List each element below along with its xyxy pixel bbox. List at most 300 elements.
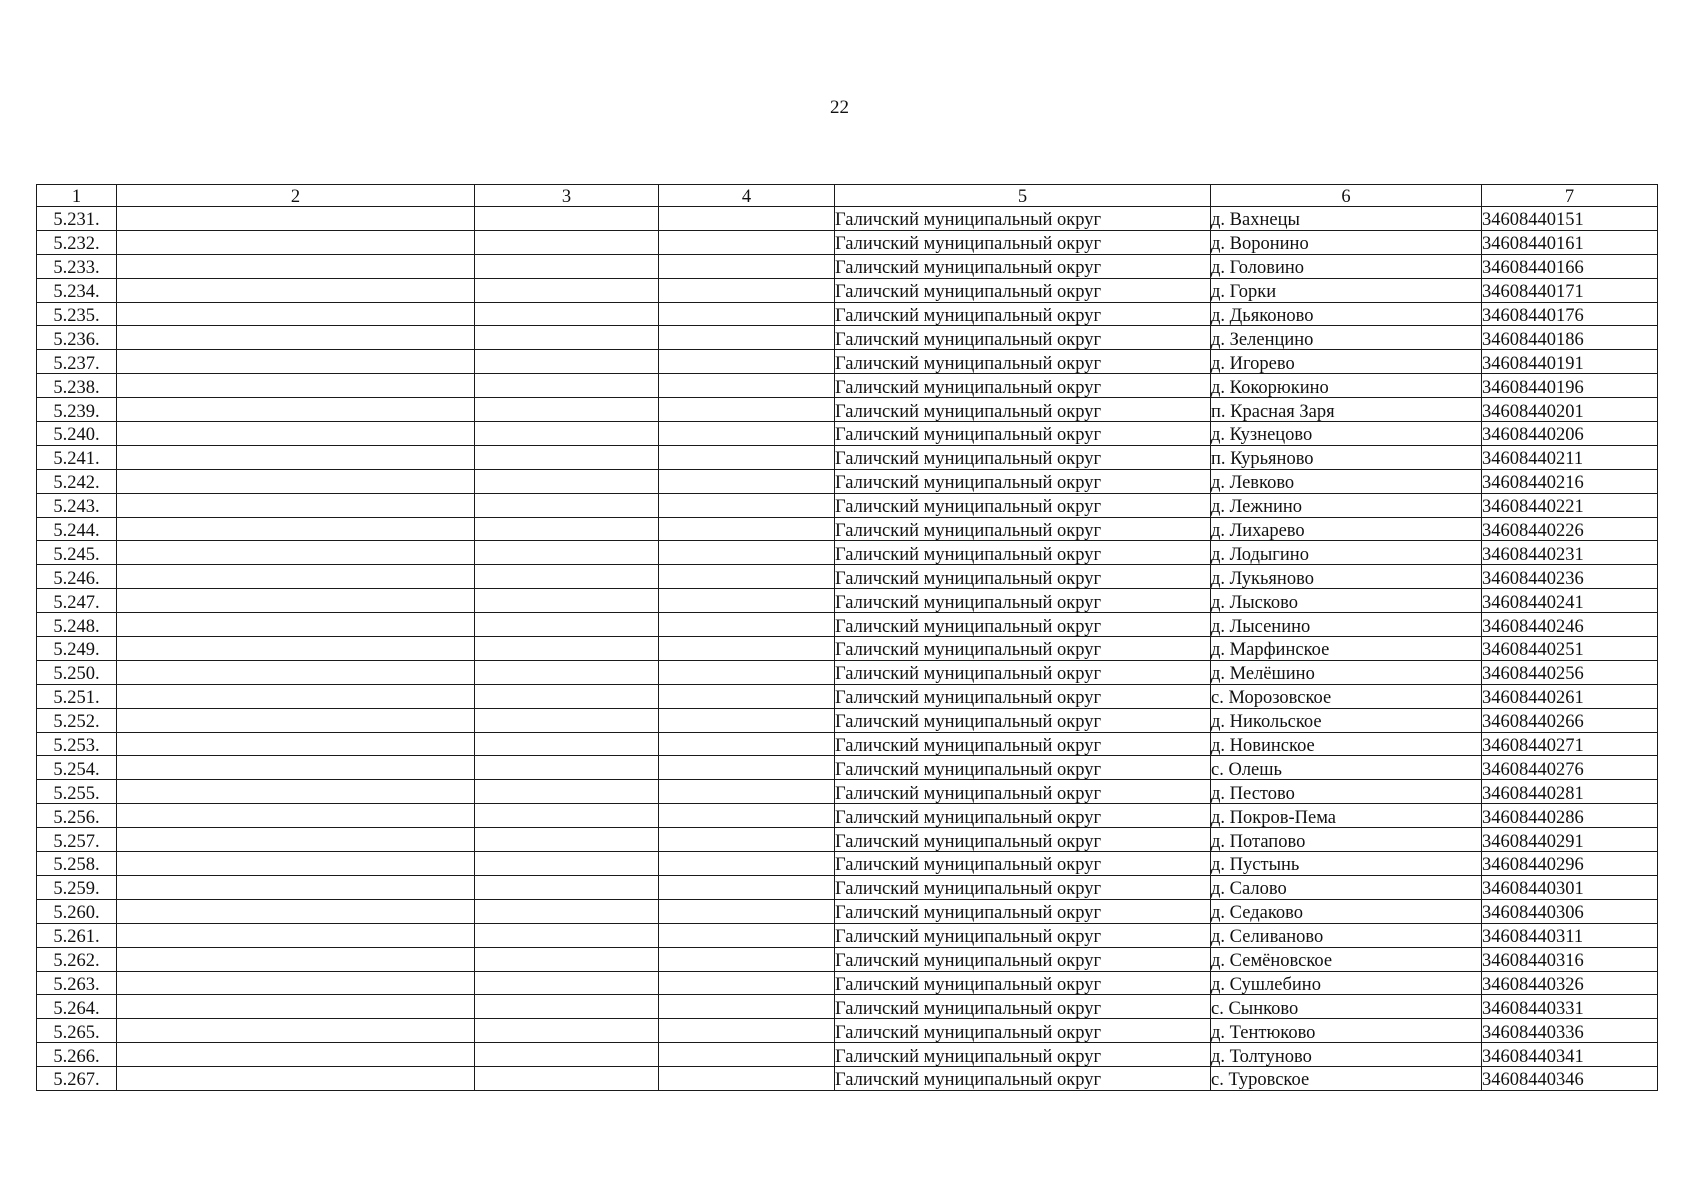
column-3-cell <box>475 708 659 732</box>
settlement-cell: д. Головино <box>1211 254 1482 278</box>
column-3-cell <box>475 398 659 422</box>
district-cell: Галичский муниципальный округ <box>835 589 1211 613</box>
oktmo-code-cell: 34608440311 <box>1482 923 1658 947</box>
column-2-cell <box>117 684 475 708</box>
row-number-cell: 5.252. <box>37 708 117 732</box>
row-number-cell: 5.260. <box>37 899 117 923</box>
table-row <box>37 1067 1658 1091</box>
table-row <box>37 398 1658 422</box>
table-row <box>37 995 1658 1019</box>
district-cell: Галичский муниципальный округ <box>835 350 1211 374</box>
column-2-cell <box>117 828 475 852</box>
district-cell: Галичский муниципальный округ <box>835 1019 1211 1043</box>
row-number-cell: 5.247. <box>37 589 117 613</box>
column-2-cell <box>117 995 475 1019</box>
column-4-cell <box>659 1067 835 1091</box>
column-4-cell <box>659 923 835 947</box>
row-number-cell: 5.234. <box>37 278 117 302</box>
column-3-cell <box>475 374 659 398</box>
oktmo-code-cell: 34608440331 <box>1482 995 1658 1019</box>
column-4-cell <box>659 875 835 899</box>
column-3-cell <box>475 756 659 780</box>
column-4-cell <box>659 445 835 469</box>
district-cell: Галичский муниципальный округ <box>835 852 1211 876</box>
district-cell: Галичский муниципальный округ <box>835 828 1211 852</box>
oktmo-code-cell: 34608440261 <box>1482 684 1658 708</box>
column-3-cell <box>475 541 659 565</box>
column-2-cell <box>117 1019 475 1043</box>
column-4-cell <box>659 254 835 278</box>
oktmo-code-cell: 34608440151 <box>1482 207 1658 231</box>
column-4-cell <box>659 517 835 541</box>
row-number-cell: 5.265. <box>37 1019 117 1043</box>
table-row <box>37 660 1658 684</box>
column-4-cell <box>659 852 835 876</box>
column-3-cell <box>475 469 659 493</box>
settlement-cell: д. Дьяконово <box>1211 302 1482 326</box>
column-2-cell <box>117 899 475 923</box>
table-row <box>37 923 1658 947</box>
column-2-cell <box>117 804 475 828</box>
row-number-cell: 5.262. <box>37 947 117 971</box>
row-number-cell: 5.256. <box>37 804 117 828</box>
settlement-cell: д. Лысково <box>1211 589 1482 613</box>
table-row <box>37 445 1658 469</box>
column-2-cell <box>117 565 475 589</box>
row-number-cell: 5.242. <box>37 469 117 493</box>
oktmo-code-cell: 34608440341 <box>1482 1043 1658 1067</box>
oktmo-code-cell: 34608440276 <box>1482 756 1658 780</box>
row-number-cell: 5.264. <box>37 995 117 1019</box>
column-2-cell <box>117 230 475 254</box>
district-cell: Галичский муниципальный округ <box>835 995 1211 1019</box>
table-row <box>37 1043 1658 1067</box>
column-2-cell <box>117 780 475 804</box>
column-3-cell <box>475 804 659 828</box>
row-number-cell: 5.257. <box>37 828 117 852</box>
column-4-cell <box>659 1043 835 1067</box>
table-row <box>37 852 1658 876</box>
row-number-cell: 5.253. <box>37 732 117 756</box>
district-cell: Галичский муниципальный округ <box>835 422 1211 446</box>
row-number-cell: 5.232. <box>37 230 117 254</box>
column-3-cell <box>475 852 659 876</box>
column-3-cell <box>475 565 659 589</box>
settlement-cell: д. Игорево <box>1211 350 1482 374</box>
column-2-cell <box>117 326 475 350</box>
district-cell: Галичский муниципальный округ <box>835 374 1211 398</box>
column-3-cell <box>475 445 659 469</box>
column-4-cell <box>659 1019 835 1043</box>
column-2-cell <box>117 398 475 422</box>
table-row <box>37 254 1658 278</box>
district-cell: Галичский муниципальный округ <box>835 1067 1211 1091</box>
column-4-cell <box>659 613 835 637</box>
oktmo-code-cell: 34608440196 <box>1482 374 1658 398</box>
row-number-cell: 5.267. <box>37 1067 117 1091</box>
column-3-cell <box>475 230 659 254</box>
column-4-cell <box>659 565 835 589</box>
district-cell: Галичский муниципальный округ <box>835 565 1211 589</box>
table-row <box>37 875 1658 899</box>
column-4-cell <box>659 350 835 374</box>
row-number-cell: 5.240. <box>37 422 117 446</box>
oktmo-code-cell: 34608440291 <box>1482 828 1658 852</box>
settlement-cell: п. Курьяново <box>1211 445 1482 469</box>
table-row <box>37 756 1658 780</box>
column-4-cell <box>659 589 835 613</box>
row-number-cell: 5.243. <box>37 493 117 517</box>
column-3-cell <box>475 875 659 899</box>
oktmo-code-cell: 34608440206 <box>1482 422 1658 446</box>
oktmo-code-cell: 34608440346 <box>1482 1067 1658 1091</box>
district-cell: Галичский муниципальный округ <box>835 708 1211 732</box>
district-cell: Галичский муниципальный округ <box>835 971 1211 995</box>
table-row <box>37 207 1658 231</box>
row-number-cell: 5.254. <box>37 756 117 780</box>
table-row <box>37 278 1658 302</box>
settlement-cell: с. Морозовское <box>1211 684 1482 708</box>
settlement-cell: д. Селиваново <box>1211 923 1482 947</box>
column-header: 2 <box>117 185 475 207</box>
settlement-cell: д. Кузнецово <box>1211 422 1482 446</box>
settlement-cell: д. Лысенино <box>1211 613 1482 637</box>
column-header: 5 <box>835 185 1211 207</box>
column-3-cell <box>475 493 659 517</box>
settlement-cell: д. Тентюково <box>1211 1019 1482 1043</box>
column-2-cell <box>117 613 475 637</box>
settlements-table <box>36 184 1658 1091</box>
table-row <box>37 541 1658 565</box>
row-number-cell: 5.233. <box>37 254 117 278</box>
column-3-cell <box>475 1019 659 1043</box>
row-number-cell: 5.266. <box>37 1043 117 1067</box>
column-2-cell <box>117 756 475 780</box>
district-cell: Галичский муниципальный округ <box>835 445 1211 469</box>
column-2-cell <box>117 493 475 517</box>
district-cell: Галичский муниципальный округ <box>835 947 1211 971</box>
column-4-cell <box>659 637 835 661</box>
district-cell: Галичский муниципальный округ <box>835 637 1211 661</box>
column-2-cell <box>117 923 475 947</box>
district-cell: Галичский муниципальный округ <box>835 923 1211 947</box>
district-cell: Галичский муниципальный округ <box>835 684 1211 708</box>
oktmo-code-cell: 34608440326 <box>1482 971 1658 995</box>
column-4-cell <box>659 780 835 804</box>
column-2-cell <box>117 469 475 493</box>
oktmo-code-cell: 34608440161 <box>1482 230 1658 254</box>
oktmo-code-cell: 34608440201 <box>1482 398 1658 422</box>
column-2-cell <box>117 422 475 446</box>
column-4-cell <box>659 278 835 302</box>
district-cell: Галичский муниципальный округ <box>835 207 1211 231</box>
column-4-cell <box>659 899 835 923</box>
table-row <box>37 780 1658 804</box>
settlement-cell: с. Туровское <box>1211 1067 1482 1091</box>
column-2-cell <box>117 1043 475 1067</box>
district-cell: Галичский муниципальный округ <box>835 517 1211 541</box>
district-cell: Галичский муниципальный округ <box>835 660 1211 684</box>
oktmo-code-cell: 34608440231 <box>1482 541 1658 565</box>
settlement-cell: д. Лукьяново <box>1211 565 1482 589</box>
oktmo-code-cell: 34608440166 <box>1482 254 1658 278</box>
column-3-cell <box>475 207 659 231</box>
column-4-cell <box>659 708 835 732</box>
oktmo-code-cell: 34608440266 <box>1482 708 1658 732</box>
column-header: 6 <box>1211 185 1482 207</box>
table-row <box>37 828 1658 852</box>
column-3-cell <box>475 923 659 947</box>
district-cell: Галичский муниципальный округ <box>835 613 1211 637</box>
table-row <box>37 637 1658 661</box>
settlement-cell: д. Воронино <box>1211 230 1482 254</box>
table-row <box>37 1019 1658 1043</box>
settlement-cell: д. Вахнецы <box>1211 207 1482 231</box>
column-header: 4 <box>659 185 835 207</box>
column-2-cell <box>117 708 475 732</box>
column-3-cell <box>475 780 659 804</box>
row-number-cell: 5.258. <box>37 852 117 876</box>
column-3-cell <box>475 517 659 541</box>
settlement-cell: д. Кокорюкино <box>1211 374 1482 398</box>
column-2-cell <box>117 732 475 756</box>
column-3-cell <box>475 278 659 302</box>
oktmo-code-cell: 34608440241 <box>1482 589 1658 613</box>
column-2-cell <box>117 637 475 661</box>
table-row <box>37 613 1658 637</box>
table-row <box>37 469 1658 493</box>
table-row <box>37 493 1658 517</box>
column-4-cell <box>659 804 835 828</box>
table-row <box>37 517 1658 541</box>
column-3-cell <box>475 350 659 374</box>
column-3-cell <box>475 995 659 1019</box>
column-3-cell <box>475 1067 659 1091</box>
column-2-cell <box>117 947 475 971</box>
district-cell: Галичский муниципальный округ <box>835 398 1211 422</box>
settlement-cell: д. Лодыгино <box>1211 541 1482 565</box>
column-3-cell <box>475 660 659 684</box>
row-number-cell: 5.250. <box>37 660 117 684</box>
column-3-cell <box>475 899 659 923</box>
column-4-cell <box>659 230 835 254</box>
column-3-cell <box>475 684 659 708</box>
oktmo-code-cell: 34608440216 <box>1482 469 1658 493</box>
oktmo-code-cell: 34608440256 <box>1482 660 1658 684</box>
column-4-cell <box>659 995 835 1019</box>
district-cell: Галичский муниципальный округ <box>835 732 1211 756</box>
column-4-cell <box>659 684 835 708</box>
column-3-cell <box>475 589 659 613</box>
row-number-cell: 5.251. <box>37 684 117 708</box>
row-number-cell: 5.237. <box>37 350 117 374</box>
column-2-cell <box>117 374 475 398</box>
oktmo-code-cell: 34608440221 <box>1482 493 1658 517</box>
column-3-cell <box>475 302 659 326</box>
settlement-cell: д. Семёновское <box>1211 947 1482 971</box>
column-header: 7 <box>1482 185 1658 207</box>
column-4-cell <box>659 326 835 350</box>
column-4-cell <box>659 756 835 780</box>
row-number-cell: 5.261. <box>37 923 117 947</box>
row-number-cell: 5.249. <box>37 637 117 661</box>
oktmo-code-cell: 34608440271 <box>1482 732 1658 756</box>
column-3-cell <box>475 828 659 852</box>
district-cell: Галичский муниципальный округ <box>835 278 1211 302</box>
table-row <box>37 374 1658 398</box>
oktmo-code-cell: 34608440176 <box>1482 302 1658 326</box>
district-cell: Галичский муниципальный округ <box>835 875 1211 899</box>
district-cell: Галичский муниципальный округ <box>835 804 1211 828</box>
oktmo-code-cell: 34608440246 <box>1482 613 1658 637</box>
column-4-cell <box>659 732 835 756</box>
table-row <box>37 589 1658 613</box>
column-2-cell <box>117 541 475 565</box>
column-3-cell <box>475 1043 659 1067</box>
oktmo-code-cell: 34608440171 <box>1482 278 1658 302</box>
settlement-cell: п. Красная Заря <box>1211 398 1482 422</box>
oktmo-code-cell: 34608440296 <box>1482 852 1658 876</box>
district-cell: Галичский муниципальный округ <box>835 302 1211 326</box>
column-4-cell <box>659 302 835 326</box>
column-3-cell <box>475 637 659 661</box>
table-row <box>37 708 1658 732</box>
row-number-cell: 5.244. <box>37 517 117 541</box>
settlement-cell: с. Олешь <box>1211 756 1482 780</box>
column-2-cell <box>117 1067 475 1091</box>
column-4-cell <box>659 828 835 852</box>
column-header: 3 <box>475 185 659 207</box>
oktmo-code-cell: 34608440306 <box>1482 899 1658 923</box>
table-row <box>37 302 1658 326</box>
column-3-cell <box>475 422 659 446</box>
column-header: 1 <box>37 185 117 207</box>
table-row <box>37 230 1658 254</box>
oktmo-code-cell: 34608440211 <box>1482 445 1658 469</box>
settlement-cell: д. Пустынь <box>1211 852 1482 876</box>
oktmo-code-cell: 34608440186 <box>1482 326 1658 350</box>
settlement-cell: д. Новинское <box>1211 732 1482 756</box>
table-row <box>37 350 1658 374</box>
settlement-cell: д. Салово <box>1211 875 1482 899</box>
column-2-cell <box>117 517 475 541</box>
column-3-cell <box>475 326 659 350</box>
column-3-cell <box>475 947 659 971</box>
row-number-cell: 5.245. <box>37 541 117 565</box>
district-cell: Галичский муниципальный округ <box>835 780 1211 804</box>
settlement-cell: д. Лежнино <box>1211 493 1482 517</box>
column-2-cell <box>117 254 475 278</box>
oktmo-code-cell: 34608440301 <box>1482 875 1658 899</box>
table-row <box>37 732 1658 756</box>
settlement-cell: д. Пестово <box>1211 780 1482 804</box>
table-row <box>37 947 1658 971</box>
column-4-cell <box>659 469 835 493</box>
column-3-cell <box>475 613 659 637</box>
settlement-cell: д. Левково <box>1211 469 1482 493</box>
settlement-cell: д. Сушлебино <box>1211 971 1482 995</box>
row-number-cell: 5.263. <box>37 971 117 995</box>
column-4-cell <box>659 493 835 517</box>
settlement-cell: д. Толтуново <box>1211 1043 1482 1067</box>
column-2-cell <box>117 660 475 684</box>
column-4-cell <box>659 374 835 398</box>
table-row <box>37 326 1658 350</box>
settlement-cell: д. Зеленцино <box>1211 326 1482 350</box>
settlement-cell: д. Никольское <box>1211 708 1482 732</box>
row-number-cell: 5.236. <box>37 326 117 350</box>
table-row <box>37 804 1658 828</box>
row-number-cell: 5.239. <box>37 398 117 422</box>
row-number-cell: 5.241. <box>37 445 117 469</box>
column-4-cell <box>659 207 835 231</box>
column-2-cell <box>117 278 475 302</box>
oktmo-code-cell: 34608440251 <box>1482 637 1658 661</box>
table-row <box>37 684 1658 708</box>
column-4-cell <box>659 660 835 684</box>
settlement-cell: д. Горки <box>1211 278 1482 302</box>
district-cell: Галичский муниципальный округ <box>835 254 1211 278</box>
district-cell: Галичский муниципальный округ <box>835 493 1211 517</box>
settlement-cell: д. Мелёшино <box>1211 660 1482 684</box>
district-cell: Галичский муниципальный округ <box>835 469 1211 493</box>
column-2-cell <box>117 971 475 995</box>
district-cell: Галичский муниципальный округ <box>835 1043 1211 1067</box>
row-number-cell: 5.235. <box>37 302 117 326</box>
district-cell: Галичский муниципальный округ <box>835 230 1211 254</box>
table-row <box>37 899 1658 923</box>
settlement-cell: д. Лихарево <box>1211 517 1482 541</box>
column-4-cell <box>659 541 835 565</box>
oktmo-code-cell: 34608440191 <box>1482 350 1658 374</box>
settlement-cell: д. Седаково <box>1211 899 1482 923</box>
settlement-cell: д. Потапово <box>1211 828 1482 852</box>
column-4-cell <box>659 971 835 995</box>
oktmo-code-cell: 34608440281 <box>1482 780 1658 804</box>
column-2-cell <box>117 445 475 469</box>
row-number-cell: 5.246. <box>37 565 117 589</box>
row-number-cell: 5.255. <box>37 780 117 804</box>
oktmo-code-cell: 34608440336 <box>1482 1019 1658 1043</box>
column-3-cell <box>475 971 659 995</box>
district-cell: Галичский муниципальный округ <box>835 326 1211 350</box>
oktmo-code-cell: 34608440316 <box>1482 947 1658 971</box>
column-2-cell <box>117 875 475 899</box>
settlement-cell: д. Марфинское <box>1211 637 1482 661</box>
column-4-cell <box>659 422 835 446</box>
column-2-cell <box>117 350 475 374</box>
row-number-cell: 5.231. <box>37 207 117 231</box>
oktmo-code-cell: 34608440226 <box>1482 517 1658 541</box>
table-row <box>37 971 1658 995</box>
district-cell: Галичский муниципальный округ <box>835 899 1211 923</box>
table-row <box>37 422 1658 446</box>
column-2-cell <box>117 589 475 613</box>
header-row <box>37 185 1658 207</box>
row-number-cell: 5.248. <box>37 613 117 637</box>
district-cell: Галичский муниципальный округ <box>835 756 1211 780</box>
row-number-cell: 5.259. <box>37 875 117 899</box>
column-4-cell <box>659 398 835 422</box>
settlement-cell: д. Покров-Пема <box>1211 804 1482 828</box>
column-2-cell <box>117 852 475 876</box>
column-4-cell <box>659 947 835 971</box>
settlement-cell: с. Сынково <box>1211 995 1482 1019</box>
row-number-cell: 5.238. <box>37 374 117 398</box>
table-row <box>37 565 1658 589</box>
oktmo-code-cell: 34608440236 <box>1482 565 1658 589</box>
oktmo-code-cell: 34608440286 <box>1482 804 1658 828</box>
